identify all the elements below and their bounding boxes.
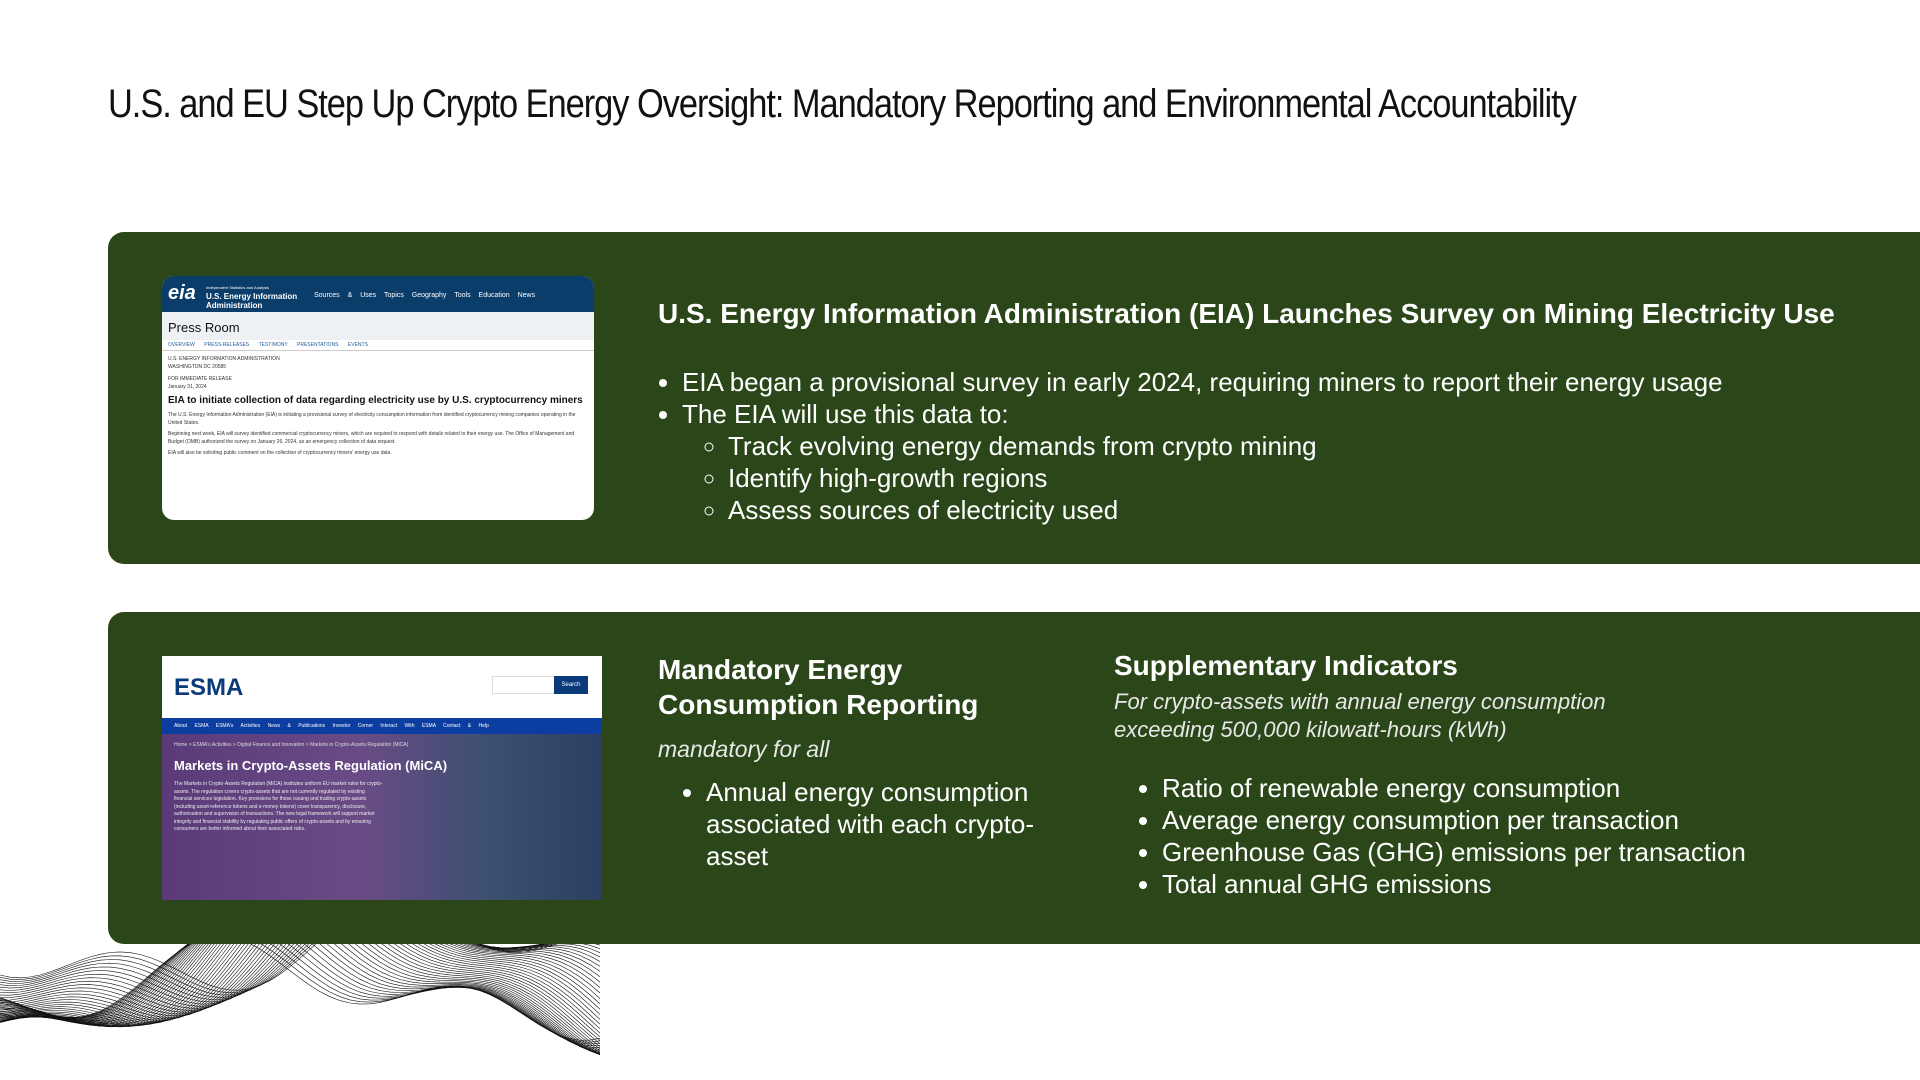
- esma-site-header: [162, 656, 602, 718]
- mandatory-heading: Mandatory Energy Consumption Reporting: [658, 654, 979, 720]
- esma-panel: [108, 612, 1920, 944]
- eia-bullet: • EIA began a provisional survey in early 2024, requiring miners to report their energy usage: [682, 366, 1723, 398]
- mandatory-subtitle: mandatory for all: [658, 736, 830, 762]
- eia-site-nav: Sources & Uses Topics Geography Tools Education News: [314, 292, 536, 299]
- page-title: U.S. and EU Step Up Crypto Energy Oversight: Mandatory Reporting and Environmental Accountability: [108, 82, 1576, 126]
- esma-site-nav: About ESMA ESMA's Activities News & Publications Investor Corner Interact With ESMA Contact & Help: [162, 718, 602, 734]
- esma-hero: [162, 734, 602, 900]
- eia-address-1: U.S. ENERGY INFORMATION ADMINISTRATION: [168, 356, 280, 362]
- eia-release-p2: Beginning next week, EIA will survey identified commercial cryptocurrency miners, which are required to respond with details related to their energy use. The Office of Management and Budget (OMB) authorized the survey on January 26, 2024, as an emergency collection of data request.: [168, 431, 575, 445]
- esma-search-input: [492, 676, 560, 694]
- eia-release-p3: EIA will also be soliciting public comment on the collection of cryptocurrency miners' energy use data.: [168, 450, 392, 456]
- eia-release-date: January 31, 2024: [168, 384, 207, 390]
- eia-release-p1: The U.S. Energy Information Administration (EIA) is initiating a provisional survey of electricity consumption information from identified cryptocurrency mining companies operating in the United States.: [168, 412, 576, 426]
- eia-bullet-list: [658, 366, 1723, 526]
- supplementary-bullet: • Average energy consumption per transaction: [1162, 804, 1746, 836]
- eia-sub-bullet: ◦ Identify high-growth regions: [728, 462, 1723, 494]
- eia-press-room-title: Press Room: [162, 312, 594, 340]
- supplementary-bullet: • Total annual GHG emissions: [1162, 868, 1746, 900]
- wave-line: [0, 929, 600, 1045]
- eia-release-body: [162, 351, 594, 461]
- esma-hero-heading: Markets in Crypto-Assets Regulation (MiCA): [174, 758, 448, 773]
- esma-logo: ESMA: [174, 674, 244, 701]
- eia-tabs: OVERVIEW PRESS-RELEASES TESTIMONY PRESENTATIONS EVENTS: [162, 340, 594, 351]
- eia-sub-bullet: ◦ Assess sources of electricity used: [728, 494, 1723, 526]
- eia-bullet: • The EIA will use this data to: ◦ Track evolving energy demands from crypto mining ◦ Identify high-growth regions ◦ Assess sources of electricity used: [682, 398, 1723, 526]
- eia-release-headline: EIA to initiate collection of data regarding electricity use by U.S. cryptocurrency miners: [168, 395, 583, 406]
- eia-logo: eia: [168, 282, 196, 304]
- eia-heading: U.S. Energy Information Administration (EIA) Launches Survey on Mining Electricity Use: [658, 298, 1835, 329]
- esma-search-button: Search: [554, 676, 588, 694]
- supplementary-bullet: • Ratio of renewable energy consumption: [1162, 772, 1746, 804]
- supplementary-subtitle: For crypto-assets with annual energy consumption exceeding 500,000 kilowatt-hours (kWh): [1114, 689, 1606, 742]
- supplementary-bullet: • Greenhouse Gas (GHG) emissions per transaction: [1162, 836, 1746, 868]
- esma-breadcrumb: Home > ESMA's Activities > Digital Finance and Innovation > Markets in Crypto-Assets Regulation (MiCA): [174, 742, 409, 748]
- supplementary-heading: Supplementary Indicators: [1114, 650, 1458, 681]
- mandatory-bullet: • Annual energy consumption associated with each crypto-asset: [706, 776, 1036, 872]
- eia-org-name: U.S. Energy Information Administration: [206, 292, 298, 310]
- eia-release-label: FOR IMMEDIATE RELEASE: [168, 376, 232, 382]
- esma-mica-screenshot: [162, 656, 602, 900]
- eia-press-release-screenshot: [162, 276, 594, 520]
- eia-sub-bullet: ◦ Track evolving energy demands from crypto mining: [728, 430, 1723, 462]
- mandatory-bullet-list: [682, 776, 1036, 872]
- eia-address-2: WASHINGTON DC 20585: [168, 364, 227, 370]
- supplementary-bullet-list: [1138, 772, 1746, 900]
- eia-panel: [108, 232, 1920, 564]
- eia-org-tag: Independent Statistics and Analysis: [206, 285, 269, 290]
- esma-hero-body: The Markets in Crypto-Assets Regulation (MiCA) institutes uniform EU market rules for crypto-assets. The regulation covers crypto-assets that are not currently regulated by existing financial services legislation. Key provisions for those issuing and trading crypto-assets (including asset-reference tokens and e-money tokens) cover transparency, disclosure, authorisation and supervision of transactions. The new legal framework will support market integrity and financial stability by regulating public offers of crypto-assets and by ensuring consumers are better informed about their associated risks.: [174, 781, 383, 832]
- eia-site-header: [162, 276, 594, 312]
